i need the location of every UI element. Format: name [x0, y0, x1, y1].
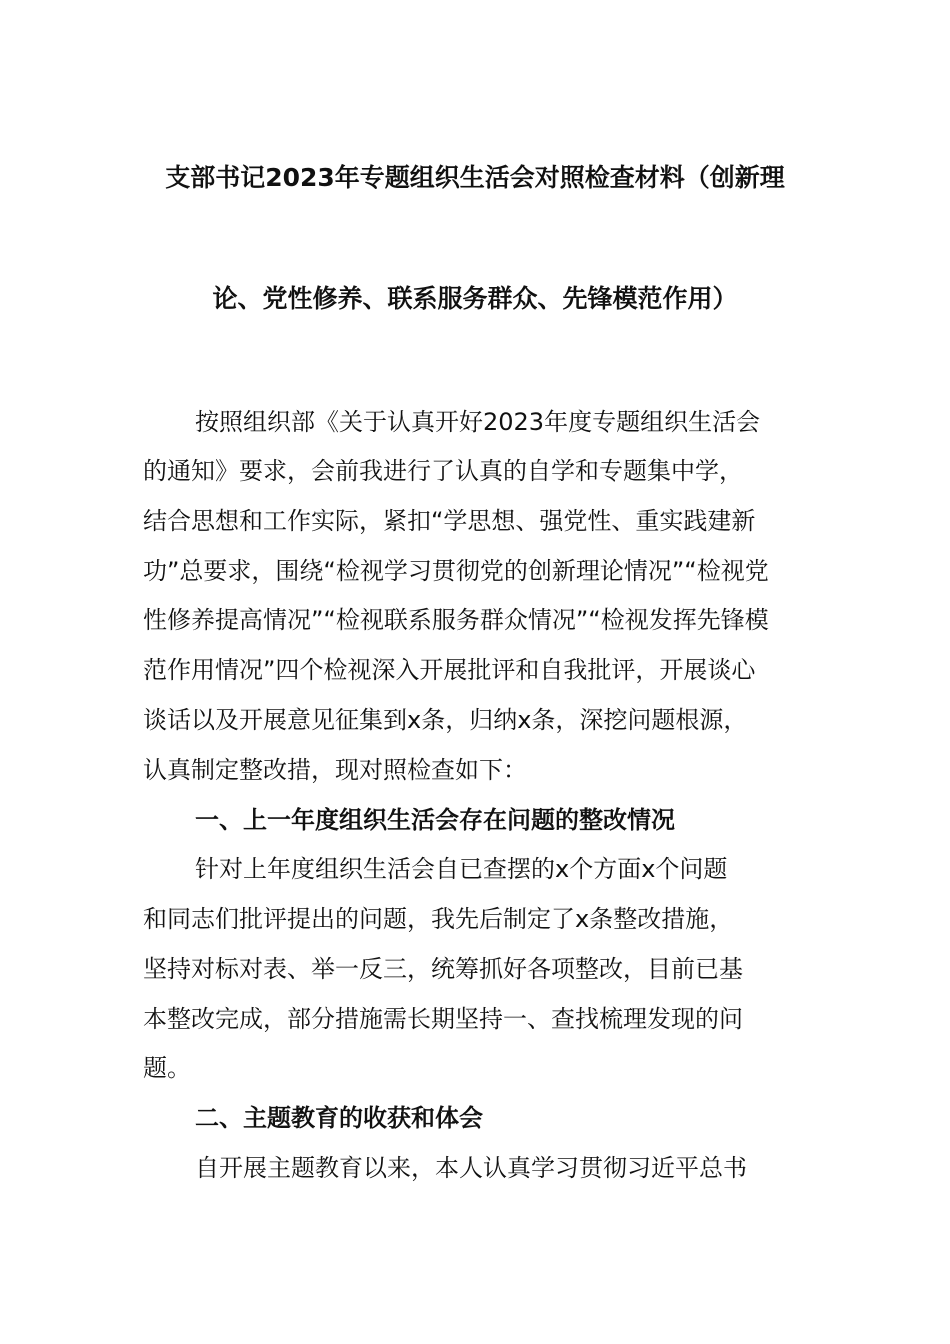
- paragraph-line: 性修养提高情况”“检视联系服务群众情况”“检视发挥先锋模: [143, 606, 769, 634]
- paragraph-line: 和同志们批评提出的问题，我先后制定了x条整改措施，: [143, 905, 734, 933]
- paragraph-line: 范作用情况”四个检视深入开展批评和自我批评，开展谈心: [143, 656, 756, 684]
- paragraph-line: 本整改完成，部分措施需长期坚持一、查找梳理发现的问: [143, 1005, 743, 1033]
- paragraph-line: 针对上年度组织生活会自已查摆的x个方面x个问题: [195, 855, 728, 883]
- paragraph-line: 认真制定整改措，现对照检查如下：: [143, 756, 527, 784]
- document-title-line-1: 支部书记2023年专题组织生活会对照检查材料（创新理: [165, 163, 785, 192]
- paragraph-line: 结合思想和工作实际，紧扣“学思想、强党性、重实践建新: [143, 507, 756, 535]
- paragraph-line: 自开展主题教育以来，本人认真学习贯彻习近平总书: [195, 1154, 747, 1182]
- section-heading-2: 二、主题教育的收获和体会: [195, 1104, 483, 1132]
- section-heading-1: 一、上一年度组织生活会存在问题的整改情况: [195, 806, 675, 834]
- paragraph-line: 按照组织部《关于认真开好2023年度专题组织生活会: [195, 408, 761, 436]
- paragraph-line: 题。: [143, 1054, 191, 1082]
- document-title-line-2: 论、党性修养、联系服务群众、先锋模范作用）: [212, 284, 738, 313]
- paragraph-line: 坚持对标对表、举一反三，统筹抓好各项整改，目前已基: [143, 955, 743, 983]
- paragraph-line: 的通知》要求，会前我进行了认真的自学和专题集中学，: [143, 457, 743, 485]
- paragraph-line: 谈话以及开展意见征集到x条，归纳x条，深挖问题根源，: [143, 706, 748, 734]
- paragraph-line: 功”总要求，围绕“检视学习贯彻党的创新理论情况”“检视党: [143, 557, 769, 585]
